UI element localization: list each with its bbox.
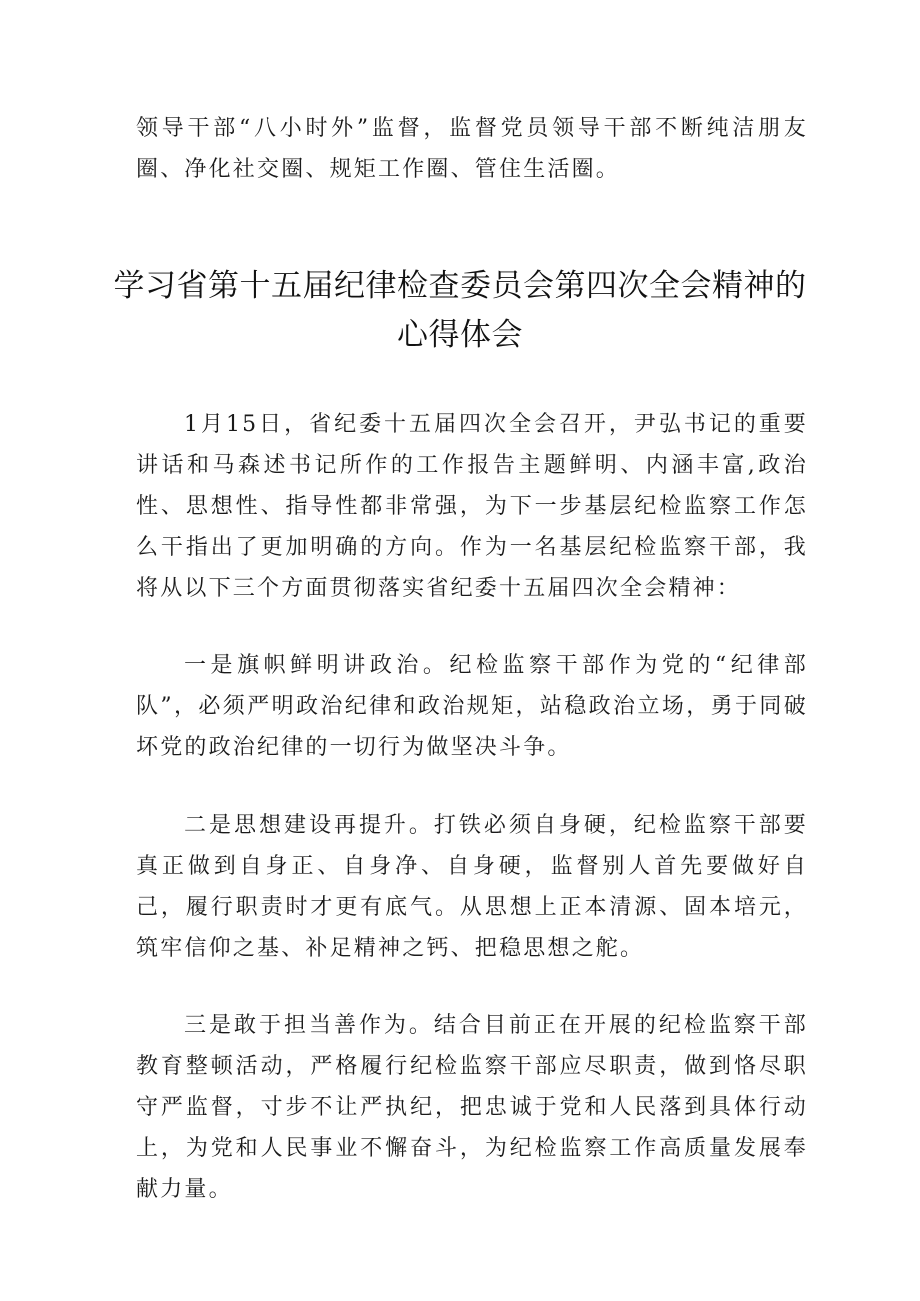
body-paragraph-2: 一是旗帜鲜明讲政治。纪检监察干部作为党的“纪律部队”，必须严明政治纪律和政治规矩，站稳政治立场，勇于同破坏党的政治纪律的一切行为做坚决斗争。 [136, 653, 808, 760]
body-paragraph-1: 1月15日，省纪委十五届四次全会召开，尹弘书记的重要讲话和马森述书记所作的工作报告主题鲜明、内涵丰富,政治性、思想性、指导性都非常强，为下一步基层纪检监察工作怎么干指出了更加明确的方向。作为一名基层纪检监察干部，我将从以下三个方面贯彻落实省纪委十五届四次全会精神： [136, 412, 808, 601]
intro-paragraph: 领导干部“八小时外”监督，监督党员领导干部不断纯洁朋友圈、净化社交圈、规矩工作圈、管住生活圈。 [136, 116, 808, 182]
body-paragraph-4: 三是敢于担当善作为。结合目前正在开展的纪检监察干部教育整顿活动，严格履行纪检监察干部应尽职责，做到恪尽职守严监督，寸步不让严执纪，把忠诚于党和人民落到具体行动上，为党和人民事业不懈奋斗，为纪检监察工作高质量发展奉献力量。 [136, 1013, 808, 1202]
body-paragraph-3: 二是思想建设再提升。打铁必须自身硬，纪检监察干部要真正做到自身正、自身净、自身硬，监督别人首先要做好自己，履行职责时才更有底气。从思想上正本清源、固本培元，筑牢信仰之基、补足精神之钙、把稳思想之舵。 [136, 813, 808, 961]
page-title: 学习省第十五届纪律检查委员会第四次全会精神的心得体会 [113, 268, 807, 353]
